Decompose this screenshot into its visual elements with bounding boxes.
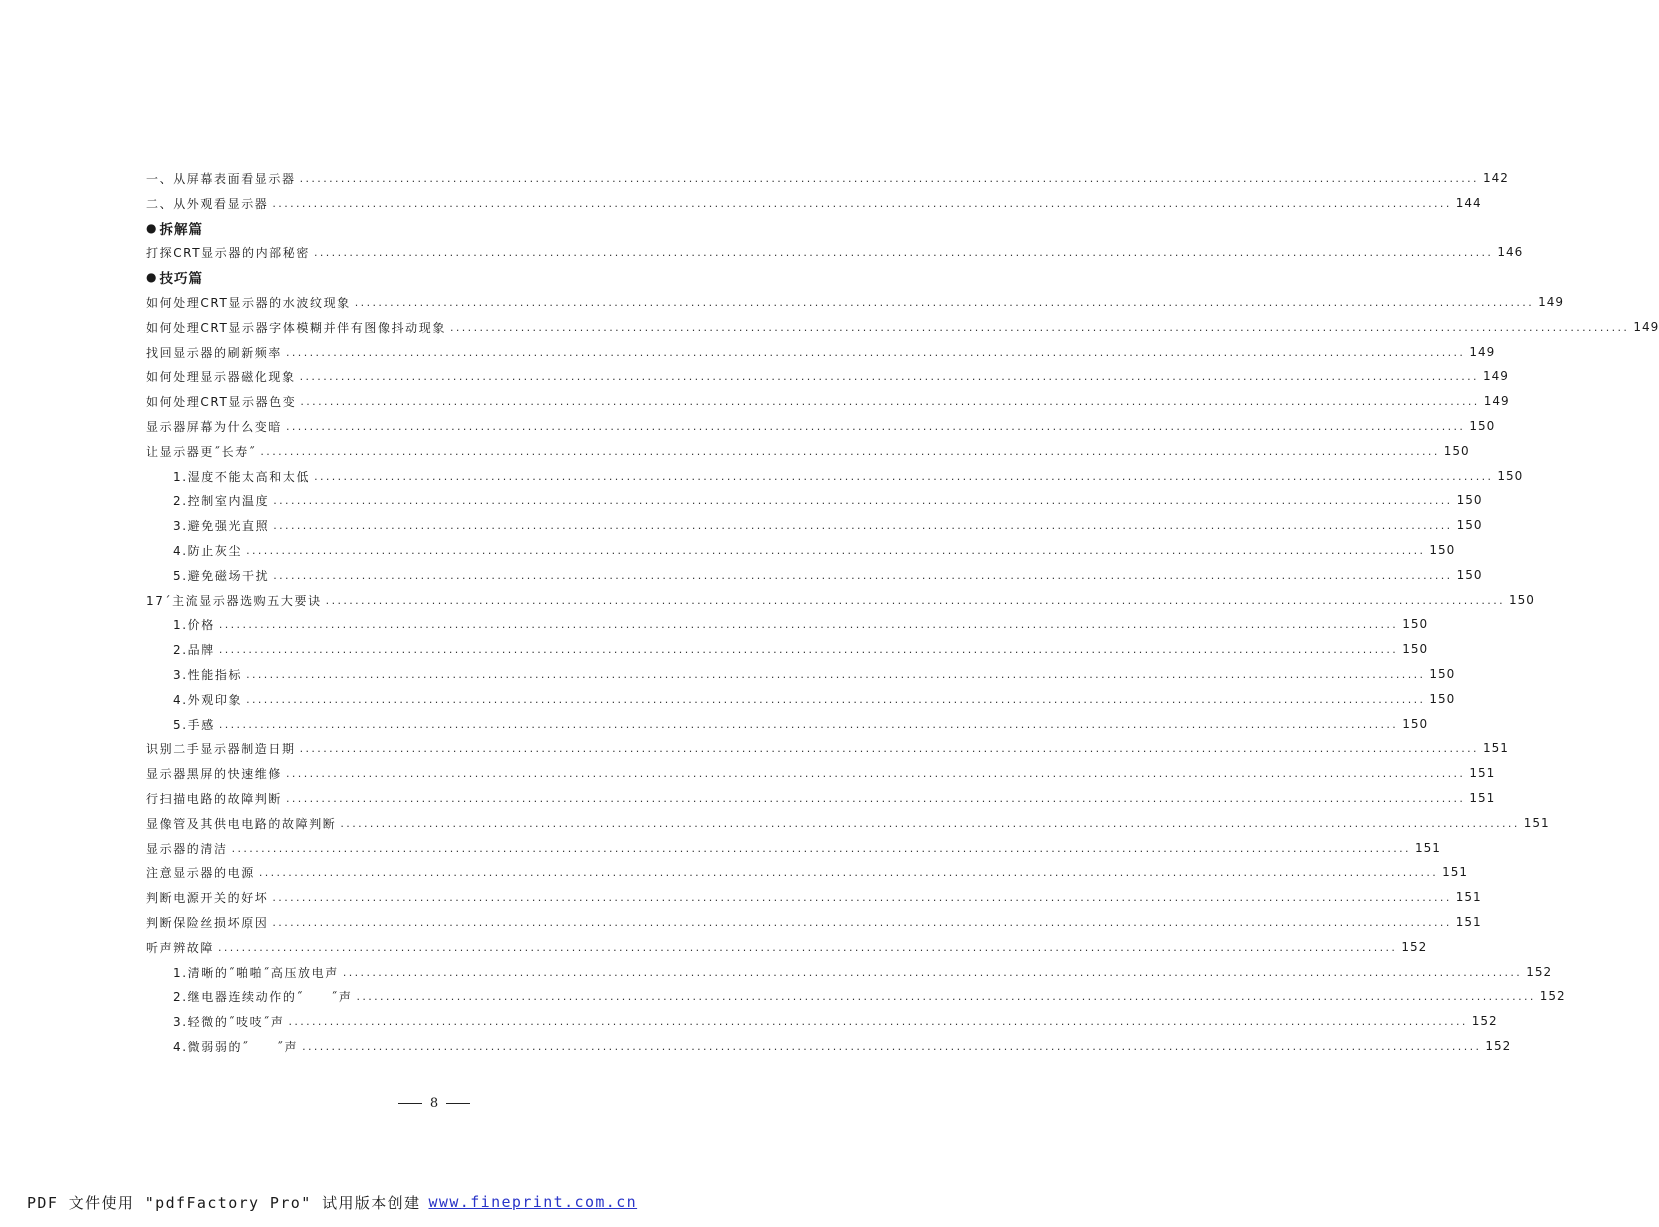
dot-leader: ........................................................................................................................................................................................................ bbox=[272, 890, 1452, 904]
dot-leader: ........................................................................................................................................................................................................ bbox=[354, 295, 1535, 309]
toc-entry-title: 1.湿度不能太高和太低 bbox=[173, 469, 311, 484]
dot-leader: ........................................................................................................................................................................................................ bbox=[300, 394, 1480, 408]
toc-entry[interactable] bbox=[146, 389, 1510, 413]
toc-entry-title: 2.继电器连续动作的˝ ˝声 bbox=[173, 989, 353, 1004]
toc-page-number: 150 bbox=[1497, 469, 1524, 483]
pdf-footer bbox=[27, 1190, 637, 1214]
toc-entry[interactable] bbox=[146, 364, 1509, 388]
toc-entry-title: 行扫描电路的故障判断 bbox=[146, 791, 283, 806]
toc-page-number: 151 bbox=[1469, 766, 1496, 780]
toc-subentry[interactable] bbox=[173, 538, 1456, 562]
toc-entry-title: 如何处理显示器磁化现象 bbox=[146, 369, 296, 384]
toc-entry[interactable] bbox=[146, 836, 1441, 860]
toc-entry-title: 显像管及其供电电路的故障判断 bbox=[146, 816, 337, 831]
toc-section-heading bbox=[146, 265, 203, 289]
toc-page-number: 151 bbox=[1482, 741, 1509, 755]
toc-page-number: 149 bbox=[1469, 345, 1496, 359]
toc-page-number: 152 bbox=[1526, 965, 1553, 979]
toc-page-number: 151 bbox=[1469, 791, 1496, 805]
toc-entry[interactable] bbox=[146, 191, 1482, 215]
toc-entry-title: 显示器的清洁 bbox=[146, 841, 228, 856]
toc-entry-title: 4.微弱弱的˝ ˝声 bbox=[173, 1039, 299, 1054]
toc-page-number: 150 bbox=[1429, 692, 1456, 706]
toc-entry[interactable] bbox=[146, 290, 1565, 314]
dot-leader: ........................................................................................................................................................................................................ bbox=[273, 568, 1453, 582]
toc-page-number: 150 bbox=[1456, 493, 1483, 507]
toc-entry[interactable] bbox=[146, 860, 1469, 884]
dot-leader: ........................................................................................................................................................................................................ bbox=[286, 791, 1466, 805]
toc-page-number: 150 bbox=[1402, 642, 1429, 656]
toc-page-number: 151 bbox=[1455, 890, 1482, 904]
dot-leader: ........................................................................................................................................................................................................ bbox=[314, 469, 1494, 483]
dot-leader: ........................................................................................................................................................................................................ bbox=[218, 617, 1399, 631]
toc-entry-title: 注意显示器的电源 bbox=[146, 865, 255, 880]
dot-leader: ........................................................................................................................................................................................................ bbox=[272, 196, 1452, 210]
toc-subentry[interactable] bbox=[173, 1009, 1498, 1033]
dot-leader: ........................................................................................................................................................................................................ bbox=[342, 965, 1523, 979]
toc-entry-title: 显示器黑屏的快速维修 bbox=[146, 766, 283, 781]
toc-subentry[interactable] bbox=[173, 712, 1429, 736]
dot-leader: ........................................................................................................................................................................................................ bbox=[260, 444, 1440, 458]
dot-leader: ........................................................................................................................................................................................................ bbox=[299, 171, 1479, 185]
toc-entry[interactable] bbox=[146, 811, 1550, 835]
toc-page-number: 150 bbox=[1443, 444, 1470, 458]
dot-leader: ........................................................................................................................................................................................................ bbox=[246, 667, 1426, 681]
toc-entry[interactable] bbox=[146, 166, 1509, 190]
toc-entry-title: 判断电源开关的好坏 bbox=[146, 890, 269, 905]
toc-page-number: 150 bbox=[1456, 568, 1483, 582]
toc-entry-title: 如何处理CRT显示器色变 bbox=[146, 394, 297, 409]
toc-page-number: 151 bbox=[1523, 816, 1550, 830]
toc-page-number: 150 bbox=[1429, 667, 1456, 681]
toc-entry-title: 如何处理CRT显示器的水波纹现象 bbox=[146, 295, 351, 310]
toc-entry-title: 识别二手显示器制造日期 bbox=[146, 741, 296, 756]
toc-subentry[interactable] bbox=[173, 637, 1429, 661]
toc-page-number: 152 bbox=[1401, 940, 1428, 954]
toc-entry[interactable] bbox=[146, 414, 1496, 438]
toc-subentry[interactable] bbox=[173, 513, 1483, 537]
toc-entry-title: 3.性能指标 bbox=[173, 667, 243, 682]
dot-leader: ........................................................................................................................................................................................................ bbox=[272, 915, 1452, 929]
toc-section-heading bbox=[146, 216, 203, 240]
toc-entry[interactable] bbox=[146, 910, 1482, 934]
dot-leader: ........................................................................................................................................................................................................ bbox=[449, 320, 1630, 334]
toc-entry[interactable] bbox=[146, 885, 1482, 909]
toc-entry-title: 打探CRT显示器的内部秘密 bbox=[146, 245, 310, 260]
section-heading-text: 技巧篇 bbox=[159, 271, 203, 287]
dot-leader: ........................................................................................................................................................................................................ bbox=[218, 940, 1398, 954]
toc-entry-title: 一、从屏幕表面看显示器 bbox=[146, 171, 296, 186]
toc-entry-title: 3.轻微的˝吱吱˝声 bbox=[173, 1014, 285, 1029]
toc-entry-title: 2.品牌 bbox=[173, 642, 215, 657]
toc-subentry[interactable] bbox=[173, 984, 1566, 1008]
dot-leader: ........................................................................................................................................................................................................ bbox=[302, 1039, 1482, 1053]
toc-entry[interactable] bbox=[146, 439, 1470, 463]
toc-page-number: 150 bbox=[1469, 419, 1496, 433]
toc-entry-title: 4.防止灰尘 bbox=[173, 543, 243, 558]
toc-entry[interactable] bbox=[146, 786, 1496, 810]
page-number-rule-left bbox=[398, 1103, 422, 1104]
toc-entry-title: 1.清晰的˝啪啪˝高压放电声 bbox=[173, 965, 339, 980]
toc-subentry[interactable] bbox=[173, 687, 1456, 711]
section-heading-text: 拆解篇 bbox=[159, 222, 203, 238]
footer-link[interactable]: www.fineprint.com.cn bbox=[428, 1193, 638, 1211]
toc-subentry[interactable] bbox=[173, 464, 1524, 488]
dot-leader: ........................................................................................................................................................................................................ bbox=[286, 419, 1466, 433]
toc-page-number: 149 bbox=[1633, 320, 1659, 334]
dot-leader: ........................................................................................................................................................................................................ bbox=[340, 816, 1520, 830]
dot-leader: ........................................................................................................................................................................................................ bbox=[231, 841, 1411, 855]
toc-subentry[interactable] bbox=[173, 960, 1553, 984]
toc-page-number: 151 bbox=[1455, 915, 1482, 929]
bullet-icon: ● bbox=[146, 270, 158, 284]
toc-entry-title: 3.避免强光直照 bbox=[173, 518, 270, 533]
toc-entry[interactable] bbox=[146, 588, 1535, 612]
toc-page-number: 152 bbox=[1485, 1039, 1512, 1053]
toc-page-number: 152 bbox=[1471, 1014, 1498, 1028]
toc-page-number: 149 bbox=[1538, 295, 1565, 309]
footer-text: PDF 文件使用 "pdfFactory Pro" 试用版本创建 bbox=[27, 1193, 421, 1212]
dot-leader: ........................................................................................................................................................................................................ bbox=[356, 989, 1536, 1003]
toc-entry-title: 5.手感 bbox=[173, 717, 215, 732]
toc-subentry[interactable] bbox=[173, 488, 1483, 512]
toc-entry-title: 4.外观印象 bbox=[173, 692, 243, 707]
toc-page-number: 146 bbox=[1497, 245, 1524, 259]
toc-entry[interactable] bbox=[146, 761, 1496, 785]
toc-entry-title: 17´主流显示器选购五大要诀 bbox=[146, 593, 322, 608]
dot-leader: ........................................................................................................................................................................................................ bbox=[218, 717, 1399, 731]
dot-leader: ........................................................................................................................................................................................................ bbox=[273, 518, 1453, 532]
toc-entry-title: 二、从外观看显示器 bbox=[146, 196, 269, 211]
toc-subentry[interactable] bbox=[173, 1034, 1512, 1058]
page-number-rule-right bbox=[446, 1103, 470, 1104]
toc-page-number: 142 bbox=[1482, 171, 1509, 185]
dot-leader: ........................................................................................................................................................................................................ bbox=[288, 1014, 1468, 1028]
page-number bbox=[0, 1096, 868, 1111]
toc-entry-title: 1.价格 bbox=[173, 617, 215, 632]
page-number-text: 8 bbox=[429, 1096, 439, 1111]
toc-subentry[interactable] bbox=[173, 563, 1483, 587]
toc-entry-title: 听声辨故障 bbox=[146, 940, 215, 955]
toc-subentry[interactable] bbox=[173, 612, 1429, 636]
dot-leader: ........................................................................................................................................................................................................ bbox=[286, 766, 1466, 780]
toc-page-number: 151 bbox=[1414, 841, 1441, 855]
toc-page-number: 150 bbox=[1456, 518, 1483, 532]
bullet-icon: ● bbox=[146, 221, 158, 235]
toc-page-number: 150 bbox=[1429, 543, 1456, 557]
dot-leader: ........................................................................................................................................................................................................ bbox=[286, 345, 1466, 359]
toc-entry[interactable] bbox=[146, 240, 1524, 264]
toc-page-number: 144 bbox=[1455, 196, 1482, 210]
dot-leader: ........................................................................................................................................................................................................ bbox=[299, 369, 1479, 383]
dot-leader: ........................................................................................................................................................................................................ bbox=[299, 741, 1479, 755]
toc-entry-title: 显示器屏幕为什么变暗 bbox=[146, 419, 283, 434]
toc-entry-title: 5.避免磁场干扰 bbox=[173, 568, 270, 583]
toc-entry[interactable] bbox=[146, 736, 1509, 760]
dot-leader: ........................................................................................................................................................................................................ bbox=[273, 493, 1453, 507]
toc-page-number: 150 bbox=[1402, 617, 1429, 631]
toc-page-number: 149 bbox=[1483, 394, 1510, 408]
toc-entry[interactable] bbox=[146, 315, 1659, 339]
dot-leader: ........................................................................................................................................................................................................ bbox=[325, 593, 1505, 607]
dot-leader: ........................................................................................................................................................................................................ bbox=[246, 692, 1426, 706]
toc-page-number: 150 bbox=[1402, 717, 1429, 731]
toc-subentry[interactable] bbox=[173, 662, 1456, 686]
toc-entry-title: 找回显示器的刷新频率 bbox=[146, 345, 283, 360]
dot-leader: ........................................................................................................................................................................................................ bbox=[313, 245, 1494, 259]
toc-page-number: 150 bbox=[1509, 593, 1535, 607]
toc-page-number: 149 bbox=[1482, 369, 1509, 383]
toc-page-number: 151 bbox=[1442, 865, 1469, 879]
toc-entry-title: 让显示器更˝长寿˝ bbox=[146, 444, 257, 459]
toc-entry-title: 2.控制室内温度 bbox=[173, 493, 270, 508]
dot-leader: ........................................................................................................................................................................................................ bbox=[258, 865, 1439, 879]
toc-entry-title: 判断保险丝损坏原因 bbox=[146, 915, 269, 930]
toc-page-number: 152 bbox=[1539, 989, 1566, 1003]
dot-leader: ........................................................................................................................................................................................................ bbox=[218, 642, 1399, 656]
toc-entry[interactable] bbox=[146, 340, 1496, 364]
toc-entry[interactable] bbox=[146, 935, 1428, 959]
toc-entry-title: 如何处理CRT显示器字体模糊并伴有图像抖动现象 bbox=[146, 320, 446, 335]
dot-leader: ........................................................................................................................................................................................................ bbox=[246, 543, 1426, 557]
